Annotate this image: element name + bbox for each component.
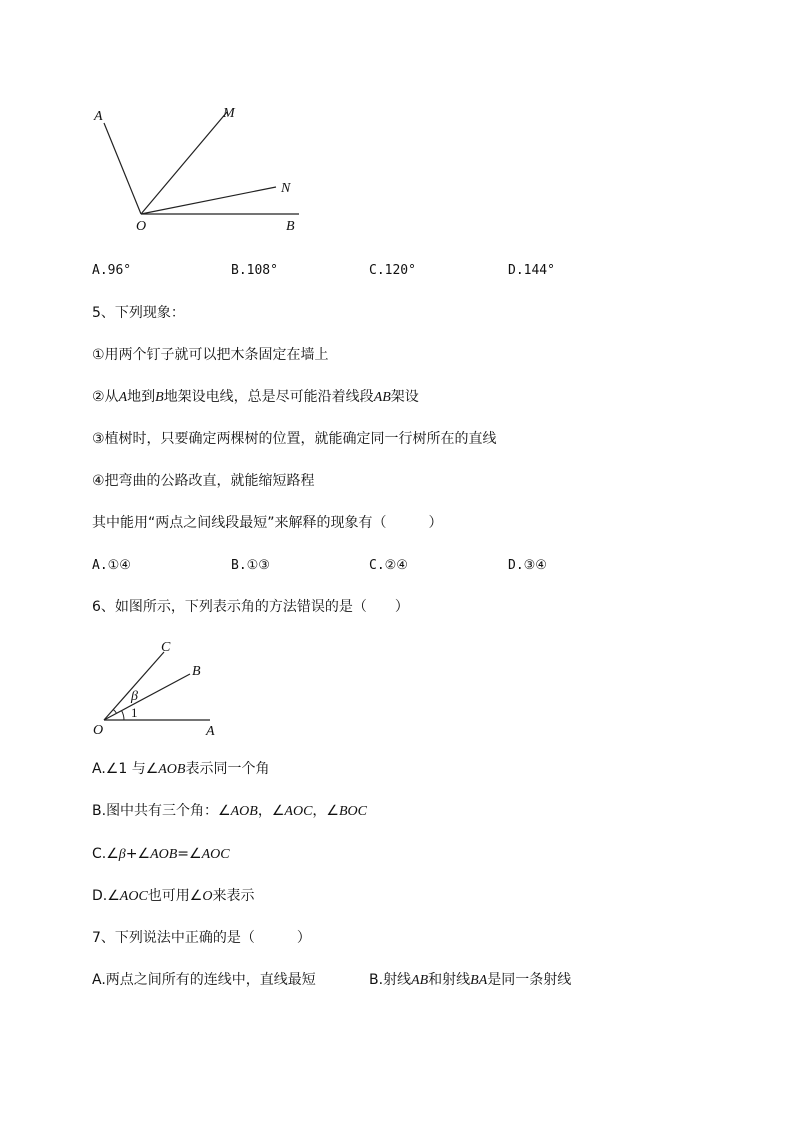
point-a: A (118, 390, 128, 405)
option-letter: B. (369, 972, 384, 988)
q5-option-d (508, 557, 547, 575)
option-text: 表示同一个角 (185, 761, 270, 777)
q5-option-c (369, 557, 408, 575)
item-text: ④把弯曲的公路改直，就能缩短路程 (92, 473, 315, 489)
ray-on (141, 187, 276, 214)
option-letter: A. (92, 558, 108, 573)
q4-option-a (92, 262, 131, 280)
item-text-mid2: 地架设电线，总是尽可能沿着线段 (163, 389, 374, 405)
item-text-mid: 地到 (127, 389, 156, 405)
option-letter: B. (231, 263, 247, 278)
option-text: 108° (246, 263, 278, 278)
item-text: ①用两个钉子就可以把木条固定在墙上 (92, 347, 329, 363)
option-text: ∠1 与∠ (105, 761, 159, 777)
label-b: B (286, 219, 295, 234)
angle-name: AOB (230, 804, 258, 819)
q5-item-1 (92, 346, 329, 364)
option-text: 射线 (383, 972, 412, 988)
label-c: C (161, 640, 171, 655)
option-text: ∠ (106, 846, 119, 862)
q5-stem: 5、下列现象： (92, 305, 185, 321)
angle-name: AOB (150, 847, 178, 862)
q6-stem: 6、如图所示，下列表示角的方法错误的是（ ） (92, 599, 409, 615)
option-letter: D. (92, 888, 108, 904)
option-text: +∠ (125, 846, 151, 862)
q4-option-b (231, 262, 278, 280)
label-a: A (206, 724, 215, 739)
ray-oa (104, 123, 141, 214)
option-text: 96° (107, 263, 132, 278)
point-name: O (202, 889, 213, 904)
label-beta: β (131, 689, 138, 704)
item-text-pre: ②从 (92, 389, 119, 405)
figure-angle-aomnb (80, 95, 320, 240)
option-text: ①③ (246, 558, 270, 573)
option-letter: C. (369, 263, 385, 278)
ray-ob-fig2 (104, 674, 190, 720)
point-b: B (155, 390, 164, 405)
ray-name: BA (470, 973, 488, 988)
option-letter: D. (508, 263, 524, 278)
q7-stem: 7、下列说法中正确的是（ ） (92, 930, 311, 946)
option-letter: B. (231, 558, 247, 573)
q7-option-b (369, 971, 571, 990)
option-text: ②④ (384, 558, 408, 573)
item-text: ③植树时，只要确定两棵树的位置，就能确定同一行树所在的直线 (92, 431, 497, 447)
ray-om (141, 112, 227, 214)
q6-option-b (92, 802, 367, 821)
q5-item-3 (92, 430, 497, 448)
angle-name: AOC (119, 889, 148, 904)
arc-angle-beta (113, 710, 116, 714)
q5-option-a (92, 557, 131, 575)
label-angle-1: 1 (131, 705, 138, 720)
option-text: ①④ (107, 558, 131, 573)
arc-angle-1 (122, 711, 124, 720)
figure-angle-boc (88, 636, 228, 740)
label-n: N (281, 181, 291, 196)
option-text: 来表示 (212, 888, 255, 904)
option-text: 120° (384, 263, 416, 278)
angle-name: BOC (338, 804, 367, 819)
label-a: A (94, 109, 103, 124)
q4-option-d (508, 262, 555, 280)
label-o: O (136, 219, 147, 234)
angle-name: AOB (158, 762, 186, 777)
q5-option-b (231, 557, 270, 575)
angle-name: AOC (201, 847, 230, 862)
q5-item-2 (92, 388, 419, 407)
option-text: 两点之间所有的连线中，直线最短 (105, 972, 316, 988)
option-letter: C. (369, 558, 385, 573)
label-o: O (93, 723, 104, 738)
q6-option-a (92, 760, 269, 779)
ray-name: AB (411, 973, 429, 988)
option-text: ③④ (523, 558, 547, 573)
q4-option-c (369, 262, 416, 280)
item-text-post: 架设 (390, 389, 419, 405)
option-letter: D. (508, 558, 524, 573)
option-text: =∠ (177, 846, 202, 862)
q6-option-d (92, 887, 254, 906)
option-letter: A. (92, 263, 108, 278)
option-letter: A. (92, 972, 106, 988)
label-m: M (223, 106, 235, 121)
q5-item-4 (92, 472, 315, 490)
q5-question: 其中能用“两点之间线段最短”来解释的现象有（ ） (92, 515, 443, 531)
option-text: ，∠ (312, 803, 339, 819)
option-letter: B. (92, 803, 107, 819)
option-letter: A. (92, 761, 106, 777)
q7-option-a (92, 971, 316, 989)
option-text: ，∠ (257, 803, 285, 819)
option-text: 是同一条射线 (487, 972, 572, 988)
q6-option-c (92, 845, 230, 864)
option-text: 和射线 (428, 972, 471, 988)
option-letter: C. (92, 846, 107, 862)
option-text: 也可用∠ (147, 888, 203, 904)
option-text: ∠ (107, 888, 120, 904)
segment-ab: AB (373, 390, 391, 405)
option-text: 144° (523, 263, 555, 278)
option-text: 图中共有三个角：∠ (106, 803, 231, 819)
angle-name: AOC (284, 804, 313, 819)
angle-name: β (118, 847, 126, 862)
label-b: B (192, 664, 201, 679)
